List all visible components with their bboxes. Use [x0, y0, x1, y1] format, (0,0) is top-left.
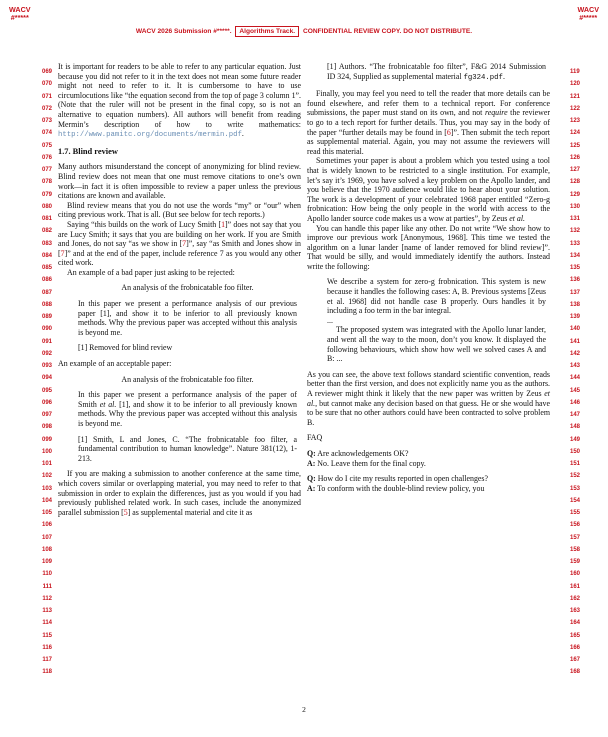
- line-number: 126: [570, 154, 581, 161]
- line-number: 147: [570, 412, 581, 418]
- line-number: 124: [570, 130, 581, 137]
- line-number: 107: [41, 534, 52, 541]
- line-number: 133: [570, 240, 581, 247]
- quote-reference: [1] Removed for blind review: [78, 343, 173, 353]
- line-number: 106: [41, 522, 52, 529]
- line-number: 129: [570, 191, 581, 198]
- line-number: 123: [570, 118, 581, 124]
- line-number: 074: [41, 130, 52, 137]
- line-number: 144: [570, 375, 581, 382]
- paragraph: An example of an acceptable paper:: [58, 359, 172, 369]
- confidential-notice: CONFIDENTIAL REVIEW COPY. DO NOT DISTRIBUTE.: [302, 28, 473, 35]
- line-number: 114: [42, 620, 52, 627]
- paragraph: It is important for readers to be able to refer to any particular equation. Just because you did not refer to it in the text does not mean some future reader might not need to refer to it. It is cumbersome to have to use circumlocutions like “the equation second from the top of page 3 column 1”. (Note that the ruler will not be present in the final copy, so is not an alternative to equation numbers). All authors will benefit from reading Mermin’s description of how to write mathematics: http://www.pamitc.org/documents/mermin.pdf.: [58, 62, 301, 140]
- line-number: 113: [42, 608, 52, 614]
- line-number: 103: [41, 485, 52, 492]
- line-number: 140: [570, 326, 581, 333]
- line-number: 131: [570, 216, 581, 222]
- paragraph: Saying “this builds on the work of Lucy Smith [1]” does not say that you are Lucy Smith; it says that you are building on her work. If you are Smith and Jones, do not say “as we show in [7]”, say “as Smith and Jones show in [7]” and at the end of the paper, include reference 7 as you would any other cited work.: [58, 219, 301, 268]
- line-number: 138: [570, 301, 581, 308]
- line-number: 111: [42, 583, 52, 590]
- line-number: 116: [42, 644, 52, 651]
- faq-question: Q: Are acknowledgements OK?: [307, 448, 409, 458]
- line-number: 094: [41, 375, 52, 382]
- line-number: 157: [570, 534, 581, 541]
- line-number: 105: [41, 510, 52, 516]
- faq-answer: A: To conform with the double-blind review policy, you: [307, 483, 485, 493]
- supplemental-reference-quote: [327, 62, 546, 83]
- line-number: 162: [570, 595, 581, 602]
- paragraph: An example of a bad paper just asking to be rejected:: [67, 267, 235, 277]
- line-number: 158: [570, 546, 581, 553]
- line-number: 155: [570, 510, 581, 516]
- line-number: 117: [42, 657, 52, 663]
- line-number: 132: [570, 228, 581, 235]
- citation-link[interactable]: 6: [446, 127, 451, 137]
- line-number: 121: [570, 93, 581, 100]
- line-number: 100: [41, 448, 52, 455]
- line-number: 149: [570, 436, 581, 443]
- line-number: 098: [41, 424, 52, 431]
- line-number: 148: [570, 424, 581, 431]
- line-number: 082: [41, 228, 52, 235]
- line-number: 141: [570, 338, 581, 345]
- venue-mark-right: [577, 6, 599, 22]
- line-number: 083: [41, 240, 52, 247]
- line-number: 128: [570, 179, 581, 186]
- line-number: 134: [570, 252, 581, 259]
- line-number: 080: [41, 203, 52, 210]
- line-number: 081: [41, 216, 52, 222]
- line-number: 099: [41, 436, 52, 443]
- line-number: 163: [570, 608, 581, 614]
- quote-reference: [1] Smith, L and Jones, C. “The frobnicatable foo filter, a fundamental contribution to human knowledge”. Nature 381(12), 1-213.: [78, 434, 297, 463]
- track-badge: Algorithms Track.: [235, 26, 299, 37]
- line-number: 109: [41, 559, 52, 565]
- quote-body: In this paper we present a performance analysis of our previous paper [1], and show it to be inferior to all previously known methods. Why the previous paper was accepted without this analysis is beyond me.: [78, 299, 297, 337]
- line-number: 153: [570, 485, 581, 492]
- line-number: 088: [41, 301, 52, 308]
- line-number: 154: [570, 497, 581, 504]
- faq-question: Q: How do I cite my results reported in open challenges?: [307, 474, 488, 484]
- line-number: 160: [570, 571, 581, 578]
- submission-id: WACV 2026 Submission #*****.: [135, 28, 232, 35]
- line-number: 151: [570, 461, 581, 467]
- line-number: 101: [41, 461, 52, 467]
- paragraph: If you are making a submission to another conference at the same time, which covers similar or overlapping material, you may need to refer to that submission in order to explain the differences, just as you would if you had previously published related work. In such cases, include the anonymized parallel submission [5] as supplemental material and cite it as: [58, 469, 301, 517]
- line-number: 118: [42, 669, 52, 676]
- supplemental-filename: fg324.pdf: [463, 73, 503, 82]
- bad-example-quote: [78, 283, 297, 353]
- right-column: [307, 62, 550, 493]
- citation-link[interactable]: 7: [182, 239, 187, 249]
- venue-mark-left: [9, 6, 31, 22]
- faq-answer: A: No. Leave them for the final copy.: [307, 458, 426, 468]
- line-number: 166: [570, 644, 581, 651]
- page-number: 2: [302, 705, 306, 714]
- line-number: 115: [42, 632, 52, 639]
- left-column: [58, 62, 301, 517]
- line-number: 085: [41, 265, 52, 271]
- confidential-header: [0, 28, 608, 35]
- line-number: 070: [41, 81, 52, 88]
- quote-title: An analysis of the frobnicatable foo filter.: [121, 374, 254, 384]
- line-number: 072: [41, 105, 52, 112]
- line-number: 142: [570, 350, 581, 357]
- venue-name: WACV: [9, 5, 31, 14]
- line-number: 076: [41, 154, 52, 161]
- line-number: 135: [570, 265, 581, 271]
- line-number: 104: [41, 497, 52, 504]
- paragraph: Finally, you may feel you need to tell the reader that more details can be found elsewhere, and refer them to a technical report. For conference submissions, the paper must stand on its own, and not require the reviewer to go to a tech report for further details. Thus, you may say in the body of the paper “further details may be found in [6]”. Then submit the tech report as supplemental material. Again, you may not assume the reviewers will read this material.: [307, 89, 550, 156]
- line-number: 102: [41, 473, 52, 480]
- paragraph: You can handle this paper like any other. Do not write “We show how to improve our previous work [Anonymous, 1968]. This time we tested the algorithm on a lunar lander [name of lander removed for blind review]”. That would be silly, and would immediately identify the authors. Instead write the following:: [307, 223, 550, 271]
- line-number: 089: [41, 314, 52, 320]
- example-quote: [327, 277, 546, 363]
- line-number: 150: [570, 448, 581, 455]
- line-number: 139: [570, 314, 581, 320]
- line-number: 086: [41, 277, 52, 284]
- line-number: 087: [41, 289, 52, 296]
- paper-id: #*****: [10, 13, 29, 22]
- line-number: 122: [570, 105, 581, 112]
- quote-body: In this paper we present a performance analysis of the paper of Smith et al. [1], and show it to be inferior to all previously known methods. Why the previous paper was accepted without this analysis is beyond me.: [78, 390, 297, 428]
- paper-id: #*****: [579, 13, 598, 22]
- line-number: 130: [570, 203, 581, 210]
- line-number: 090: [41, 326, 52, 333]
- line-number: 152: [570, 473, 581, 480]
- line-number: 108: [41, 546, 52, 553]
- quote-ellipsis: ...: [327, 315, 333, 325]
- line-number: 146: [570, 399, 581, 406]
- line-number: 097: [41, 412, 52, 418]
- line-number: 075: [41, 142, 52, 149]
- quote-title: An analysis of the frobnicatable foo filter.: [121, 283, 254, 293]
- line-number: 120: [570, 81, 581, 88]
- line-number: 071: [41, 93, 52, 100]
- line-number: 079: [41, 191, 52, 198]
- line-number: 137: [570, 289, 581, 296]
- line-number: 091: [41, 338, 52, 345]
- good-example-quote: [78, 375, 297, 464]
- venue-name: WACV: [577, 5, 599, 14]
- line-number: 095: [41, 387, 52, 394]
- paragraph: As you can see, the above text follows standard scientific convention, reads better than the first version, and does not explicitly name you as the authors. A reviewer might think it likely that the new paper was written by Zeus et al., but cannot make any decision based on that guess. He or she would have to be sure that no other authors could have been contracted to solve problem B.: [307, 369, 550, 427]
- line-number: 077: [41, 167, 52, 173]
- mermin-link[interactable]: http://www.pamitc.org/documents/mermin.pdf: [58, 131, 242, 140]
- quote-body: We describe a system for zero-g frobnication. This system is new because it handles the following cases: A, B. Previous systems [Zeus et al. 1968] did not handle case B properly. Ours handles it by including a foo term in the bar integral.: [327, 277, 546, 316]
- line-number: 161: [570, 583, 581, 590]
- line-number: 165: [570, 632, 581, 639]
- line-number: 078: [41, 179, 52, 186]
- line-number: 127: [570, 167, 581, 173]
- line-number: 164: [570, 620, 581, 627]
- quote-reference: [1] Authors. “The frobnicatable foo filter”, F&G 2014 Submission ID 324, Supplied as supplemental material fg324.pdf.: [327, 62, 546, 82]
- line-number: 136: [570, 277, 581, 284]
- line-number: 093: [41, 363, 52, 369]
- line-number: 112: [42, 595, 52, 602]
- line-number: 125: [570, 142, 581, 149]
- line-number: 159: [570, 559, 581, 565]
- line-number: 145: [570, 387, 581, 394]
- paragraph: Blind review means that you do not use the words “my” or “our” when citing previous work. That is all. (But see below for tech reports.): [58, 200, 301, 220]
- paragraph: Sometimes your paper is about a problem which you tested using a tool that is widely known to be restricted to a single institution. For example, let’s say it’s 1969, you have solved a key problem on the Apollo lander, and you believe that the 1970 audience would like to hear about your solution. The work is a development of your celebrated 1968 paper entitled “Zero-g frobnication: How being the only people in the world with access to the Apollo lander source code makes us a wow at parties”, by Zeus et al.: [307, 156, 550, 223]
- paragraph: Many authors misunderstand the concept of anonymizing for blind review. Blind review does not mean that one must remove citations to one’s own work—in fact it is often impossible to review a paper unless the previous citations are known and available.: [58, 162, 301, 201]
- citation-link[interactable]: 5: [123, 507, 128, 517]
- line-number: 069: [41, 69, 52, 75]
- line-number: 073: [41, 118, 52, 124]
- quote-body: The proposed system was integrated with the Apollo lunar lander, and went all the way to the moon, don’t you know. It displayed the following behaviours, which show how well we solved cases A and B: ...: [327, 325, 546, 364]
- line-number: 096: [41, 399, 52, 406]
- line-number: 143: [570, 363, 581, 369]
- line-number: 092: [41, 350, 52, 357]
- line-number: 110: [42, 571, 52, 578]
- faq-heading: FAQ: [307, 433, 323, 443]
- citation-link[interactable]: 1: [221, 219, 226, 229]
- line-number: 156: [570, 522, 581, 529]
- line-number: 168: [570, 669, 581, 676]
- line-number: 084: [41, 252, 52, 259]
- citation-link[interactable]: 7: [60, 248, 65, 258]
- line-number: 119: [570, 69, 580, 75]
- line-number: 167: [570, 657, 581, 663]
- section-heading: 1.7. Blind review: [58, 146, 118, 156]
